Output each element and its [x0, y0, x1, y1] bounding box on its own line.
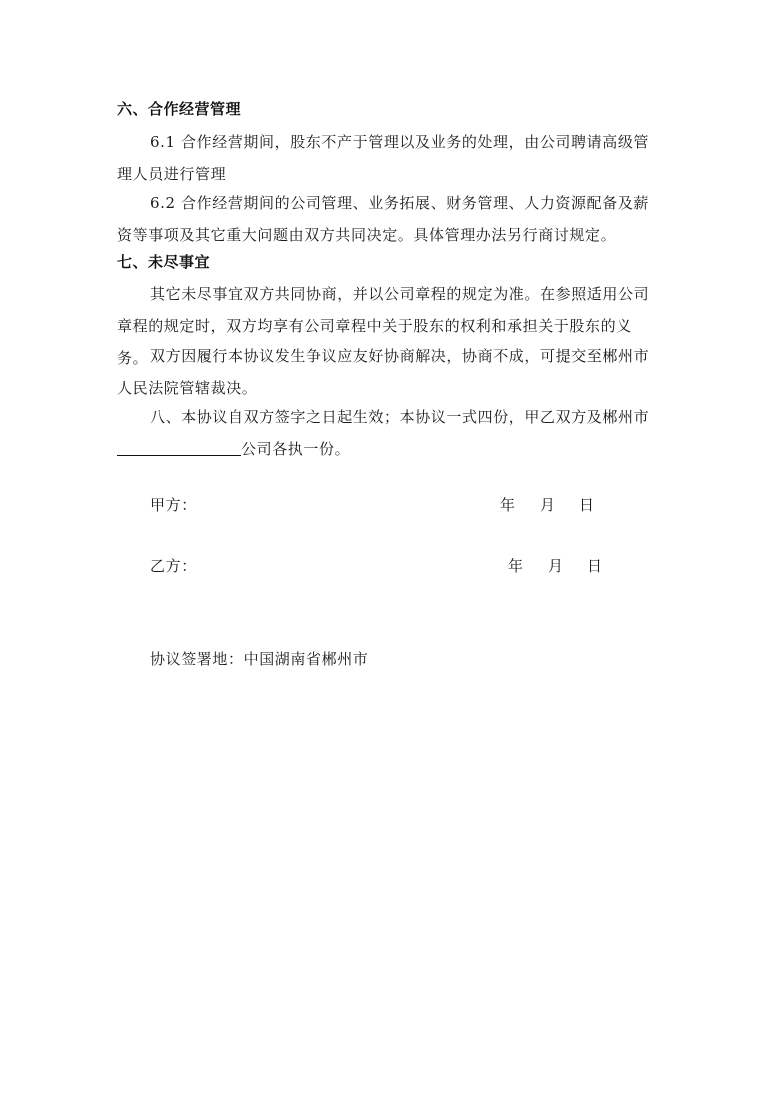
- section-7-paragraph-1: 其它未尽事宜双方共同协商，并以公司章程的规定为准。在参照适用公司章程的规定时，双方均享有公司章程中关于股东的权利和承担关于股东的义务。: [117, 285, 650, 367]
- signing-place: 协议签署地：中国湖南省郴州市: [150, 650, 369, 668]
- section-6-paragraph-2: 6.2 合作经营期间的公司管理、业务拓展、财务管理、人力资源配备及薪资等事项及其它重大问题由双方共同决定。具体管理办法另行商讨规定。: [117, 194, 650, 244]
- section-7-title: 七、未尽事宜: [117, 253, 211, 271]
- party-a-day: 日: [579, 496, 595, 514]
- section-8-paragraph: [117, 401, 659, 465]
- party-b-year: 年: [508, 557, 524, 575]
- company-name-blank: [117, 441, 241, 456]
- party-a-label: 甲方：: [150, 496, 197, 514]
- party-b-day: 日: [587, 557, 603, 575]
- section-8-line-2-text: 公司各执一份。: [241, 440, 351, 458]
- section-6-paragraph-1: 6.1 合作经营期间，股东不产于管理以及业务的处理，由公司聘请高级管理人员进行管理: [117, 133, 650, 183]
- party-b-label: 乙方：: [150, 557, 197, 575]
- party-a-month: 月: [540, 496, 556, 514]
- section-7-paragraph-2: 双方因履行本协议发生争议应友好协商解决，协商不成，可提交至郴州市人民法院管辖裁决。: [117, 347, 650, 397]
- party-a-year: 年: [500, 496, 516, 514]
- section-8-line-1: 八、本协议自双方签字之日起生效；本协议一式四份，甲乙双方及郴州市: [150, 408, 650, 426]
- section-8-line-2: [117, 433, 659, 465]
- section-6-title: 六、合作经营管理: [117, 100, 242, 118]
- party-b-month: 月: [548, 557, 564, 575]
